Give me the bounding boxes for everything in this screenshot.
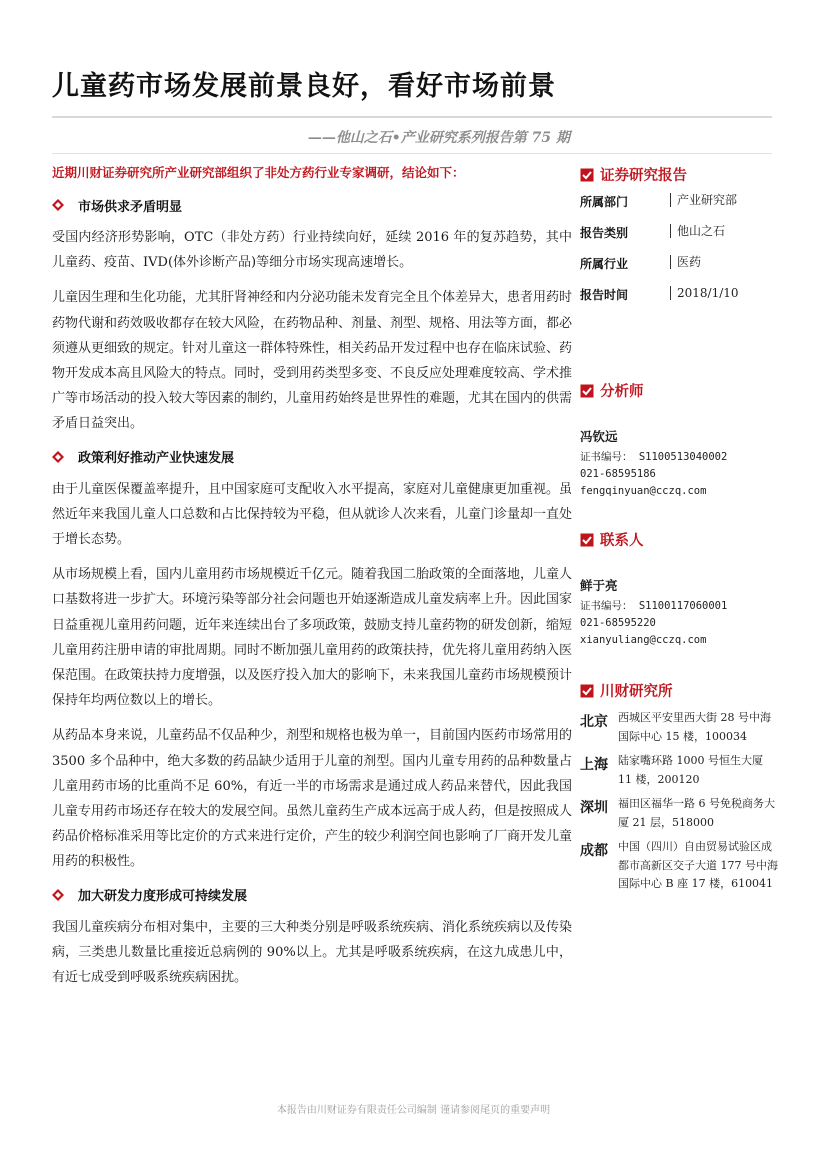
section-heading <box>52 447 572 467</box>
info-key: 所属部门 <box>580 195 629 209</box>
body-paragraph: 受国内经济形势影响，OTC（非处方药）行业持续向好，延续 2016 年的复苏趋势，其中儿童药、疫苗、IVD(体外诊断产品)等细分市场实现高速增长。 <box>52 230 572 271</box>
institute-heading-label: 川财研究所 <box>600 683 673 700</box>
office-address: 西城区平安里西大街 28 号中海国际中心 15 楼，100034 <box>618 711 771 743</box>
body-paragraph: 我国儿童疾病分布相对集中，主要的三大种类分别是呼吸系统疾病、消化系统疾病以及传染病，三类患儿数量比重接近总病例的 90%以上。尤其是呼吸系统疾病，在这九成患儿中，有近七成受到呼吸系统疾病困扰。 <box>52 919 573 986</box>
section-square-icon <box>580 167 594 181</box>
footer-disclaimer: 本报告由川财证券有限责任公司编制 谨请参阅尾页的重要声明 <box>276 1105 551 1116</box>
subtitle-divider <box>52 153 772 154</box>
contact-cert: 证书编号： S1100117060001 <box>580 600 728 612</box>
office-shenzhen <box>580 795 780 832</box>
contact-name: 鲜于亮 <box>580 578 618 593</box>
info-value: 他山之石 <box>670 224 725 238</box>
section-square-icon <box>580 532 594 546</box>
info-row-department <box>580 193 780 224</box>
section-title: 市场供求矛盾明显 <box>78 199 183 215</box>
info-row-date <box>580 286 780 317</box>
body-paragraph: 儿童因生理和生化功能，尤其肝肾神经和内分泌功能未发育完全且个体差异大，患者用药时药物代谢和药效吸收都存在较大风险，在药物品种、剂量、剂型、规格、用法等方面，都必须遵从更细致的规定。针对儿童这一群体特殊性，相关药品开发过程中也存在临床试验、药物开发成本高且风险大的特点。同时，受到用药类型多变、不良反应处理难度较高、学术推广等市场活动的投入较大等因素的制约，儿童用药始终是世界性的难题，尤其在国内的供需矛盾日益突出。 <box>52 290 573 432</box>
section-square-icon <box>580 383 594 397</box>
institute-heading <box>580 679 780 701</box>
info-value: 医药 <box>670 255 701 269</box>
office-address: 陆家嘴环路 1000 号恒生大厦 11 楼，200120 <box>618 754 763 786</box>
section-heading <box>52 885 572 905</box>
main-content <box>52 163 572 1000</box>
report-heading-label: 证券研究报告 <box>600 167 687 184</box>
office-chengdu <box>580 838 780 894</box>
contact-email[interactable]: xianyuliang@cczq.com <box>580 634 707 646</box>
analyst-name: 冯钦远 <box>580 429 618 444</box>
office-address: 中国（四川）自由贸易试验区成都市高新区交子大道 177 号中海国际中心 B 座 17 楼，610041 <box>618 840 778 890</box>
info-key: 报告时间 <box>580 288 629 302</box>
body-paragraph: 从药品本身来说，儿童药品不仅品种少，剂型和规格也极为单一，目前国内医药市场常用的 3500 多个品种中，绝大多数的药品缺少适用于儿童的剂型。国内儿童专用药的品种数量占儿童用药市场的比重尚不足 60%，有近一半的市场需求是通过成人药品来替代，因此我国儿童专用药市场还存在较大的发展空间。虽然儿童药生产成本远高于成人药，但是按照成人药品价格标准采用等比定价的方式来进行定价，产生的较少利润空间也影响了厂商开发儿童用药的积极性。 <box>52 728 573 870</box>
office-city: 上海 <box>580 757 608 773</box>
section-square-icon <box>580 683 594 697</box>
office-beijing <box>580 709 780 746</box>
page-title: 儿童药市场发展前景良好，看好市场前景 <box>52 71 556 102</box>
info-value: 2018/1/10 <box>670 286 739 300</box>
info-row-industry <box>580 255 780 286</box>
body-paragraph: 从市场规模上看，国内儿童用药市场规模近千亿元。随着我国二胎政策的全面落地，儿童人口基数将进一步扩大。环境污染等部分社会问题也开始逐渐造成儿童发病率上升。因此国家日益重视儿童用药问题，近年来连续出台了多项政策，鼓励支持儿童药物的研发创新，缩短儿童用药注册申请的审批周期。同时不断加强儿童用药的政策扶持，优先将儿童用药纳入医保范围。在政策扶持力度增强，以及医疗投入加大的影响下，未来我国儿童药市场规模预计保持年均两位数以上的增长。 <box>52 567 573 709</box>
office-shanghai <box>580 752 780 789</box>
info-value: 产业研究部 <box>670 193 737 207</box>
info-key: 报告类别 <box>580 226 629 240</box>
report-heading <box>580 163 780 185</box>
office-city: 成都 <box>580 843 608 859</box>
diamond-bullet-icon <box>52 889 64 901</box>
lead-statement: 近期川财证券研究所产业研究部组织了非处方药行业专家调研，结论如下： <box>52 165 465 180</box>
title-divider <box>52 116 772 118</box>
analyst-cert: 证书编号： S1100513040002 <box>580 451 728 463</box>
section-title: 加大研发力度形成可持续发展 <box>78 889 248 905</box>
analyst-heading <box>580 379 780 401</box>
analyst-heading-label: 分析师 <box>600 383 644 400</box>
contact-heading <box>580 528 780 550</box>
office-address: 福田区福华一路 6 号免税商务大厦 21 层，518000 <box>618 797 775 829</box>
body-paragraph: 由于儿童医保覆盖率提升，且中国家庭可支配收入水平提高，家庭对儿童健康更加重视。虽然近年来我国儿童人口总数和占比保持较为平稳，但从就诊人次来看，儿童门诊量却一直处于增长态势。 <box>52 481 573 548</box>
sidebar <box>580 163 780 900</box>
diamond-bullet-icon <box>52 199 64 211</box>
info-row-category <box>580 224 780 255</box>
analyst-email[interactable]: fengqinyuan@cczq.com <box>580 485 707 497</box>
series-subtitle: ——他山之石•产业研究系列报告第 75 期 <box>307 130 570 146</box>
contact-heading-label: 联系人 <box>600 532 644 549</box>
section-title: 政策利好推动产业快速发展 <box>78 451 235 467</box>
diamond-bullet-icon <box>52 451 64 463</box>
section-heading <box>52 195 572 215</box>
office-city: 北京 <box>580 714 608 730</box>
info-key: 所属行业 <box>580 257 629 271</box>
analyst-phone: 021-68595186 <box>580 468 656 480</box>
office-city: 深圳 <box>580 800 608 816</box>
contact-phone: 021-68595220 <box>580 617 656 629</box>
